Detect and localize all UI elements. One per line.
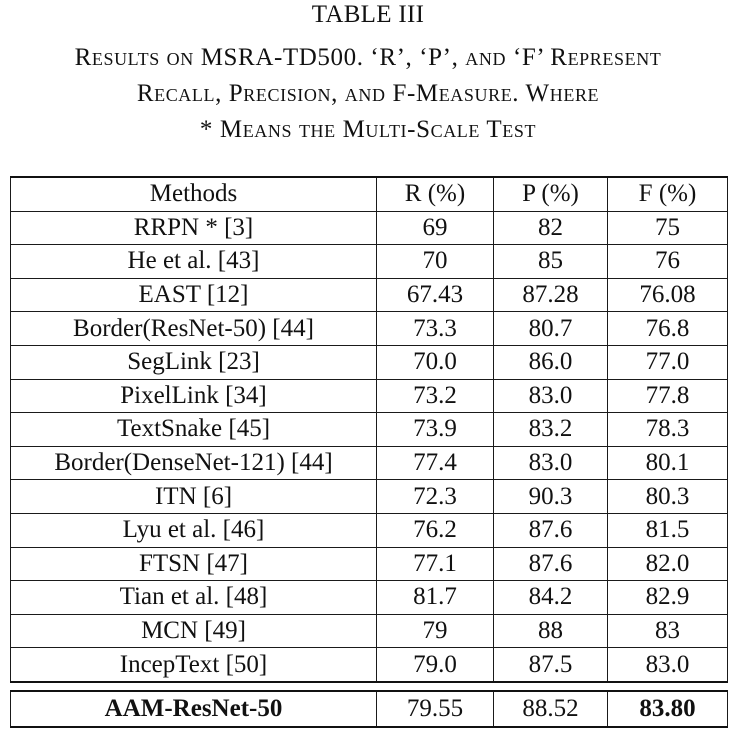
f-measure-cell: 82.9 (608, 581, 728, 615)
table-label: TABLE III (311, 1, 425, 28)
proposed-method-name: AAM-ResNet-50 (11, 691, 377, 727)
f-measure-cell: 83 (608, 614, 728, 648)
recall-cell: 69 (377, 211, 494, 245)
f-measure-cell: 75 (608, 211, 728, 245)
recall-cell: 76.2 (377, 513, 494, 547)
caption-line-3: * Means the Multi-Scale Test (199, 116, 537, 143)
proposed-recall-cell: 79.55 (377, 691, 494, 727)
header-row (11, 177, 728, 211)
method-cell: MCN [49] (11, 614, 377, 648)
proposed-precision-cell: 88.52 (494, 691, 608, 727)
recall-cell: 73.9 (377, 413, 494, 447)
f-measure-cell: 76.08 (608, 278, 728, 312)
method-cell: ITN [6] (11, 480, 377, 514)
caption-line-2: Recall, Precision, and F-Measure. Where (136, 80, 600, 107)
recall-cell: 77.1 (377, 547, 494, 581)
method-cell: Lyu et al. [46] (11, 513, 377, 547)
precision-cell: 82 (494, 211, 608, 245)
table-row (11, 648, 728, 682)
method-cell: Border(ResNet-50) [44] (11, 312, 377, 346)
precision-cell: 85 (494, 245, 608, 279)
proposed-method-table (10, 690, 728, 728)
table-row (11, 446, 728, 480)
recall-cell: 77.4 (377, 446, 494, 480)
table-row (11, 278, 728, 312)
table-row (11, 413, 728, 447)
table-row (11, 312, 728, 346)
method-cell: EAST [12] (11, 278, 377, 312)
f-measure-cell: 82.0 (608, 547, 728, 581)
recall-cell: 70.0 (377, 345, 494, 379)
precision-cell: 87.28 (494, 278, 608, 312)
precision-cell: 83.2 (494, 413, 608, 447)
table-row (11, 614, 728, 648)
precision-cell-best: 90.3 (494, 480, 608, 514)
f-measure-cell: 81.5 (608, 513, 728, 547)
results-table (10, 176, 728, 683)
recall-cell: 72.3 (377, 480, 494, 514)
caption-line-1: Results on MSRA-TD500. ‘R’, ‘P’, and ‘F’ Represent (74, 44, 662, 71)
precision-cell: 80.7 (494, 312, 608, 346)
recall-cell: 70 (377, 245, 494, 279)
precision-cell: 86.0 (494, 345, 608, 379)
f-measure-cell: 83.0 (608, 648, 728, 682)
method-cell: SegLink [23] (11, 345, 377, 379)
method-cell: He et al. [43] (11, 245, 377, 279)
table-row (11, 245, 728, 279)
f-measure-cell: 80.1 (608, 446, 728, 480)
method-cell: Border(DenseNet-121) [44] (11, 446, 377, 480)
method-cell: TextSnake [45] (11, 413, 377, 447)
header-recall: R (%) (377, 177, 494, 211)
header-precision: P (%) (494, 177, 608, 211)
method-cell: Tian et al. [48] (11, 581, 377, 615)
f-measure-cell: 76.8 (608, 312, 728, 346)
precision-cell: 84.2 (494, 581, 608, 615)
precision-cell: 83.0 (494, 379, 608, 413)
f-measure-cell: 77.0 (608, 345, 728, 379)
f-measure-cell: 78.3 (608, 413, 728, 447)
precision-cell: 87.6 (494, 547, 608, 581)
precision-cell: 88 (494, 614, 608, 648)
recall-cell: 79.0 (377, 648, 494, 682)
table-row (11, 345, 728, 379)
method-cell: IncepText [50] (11, 648, 377, 682)
precision-cell: 87.6 (494, 513, 608, 547)
table-row (11, 581, 728, 615)
table-caption (0, 40, 736, 148)
recall-cell-best: 81.7 (377, 581, 494, 615)
recall-cell: 73.2 (377, 379, 494, 413)
header-f-measure: F (%) (608, 177, 728, 211)
precision-cell: 83.0 (494, 446, 608, 480)
table-row (11, 513, 728, 547)
table-row (11, 547, 728, 581)
proposed-method-row (11, 691, 728, 727)
proposed-f-measure-best: 83.80 (608, 691, 728, 727)
recall-cell: 79 (377, 614, 494, 648)
recall-cell: 73.3 (377, 312, 494, 346)
table-row (11, 480, 728, 514)
method-cell: FTSN [47] (11, 547, 377, 581)
recall-cell: 67.43 (377, 278, 494, 312)
f-measure-cell: 80.3 (608, 480, 728, 514)
header-methods: Methods (11, 177, 377, 211)
precision-cell: 87.5 (494, 648, 608, 682)
f-measure-cell: 77.8 (608, 379, 728, 413)
method-cell: PixelLink [34] (11, 379, 377, 413)
table-row (11, 379, 728, 413)
f-measure-cell: 76 (608, 245, 728, 279)
table-row (11, 211, 728, 245)
method-cell: RRPN * [3] (11, 211, 377, 245)
